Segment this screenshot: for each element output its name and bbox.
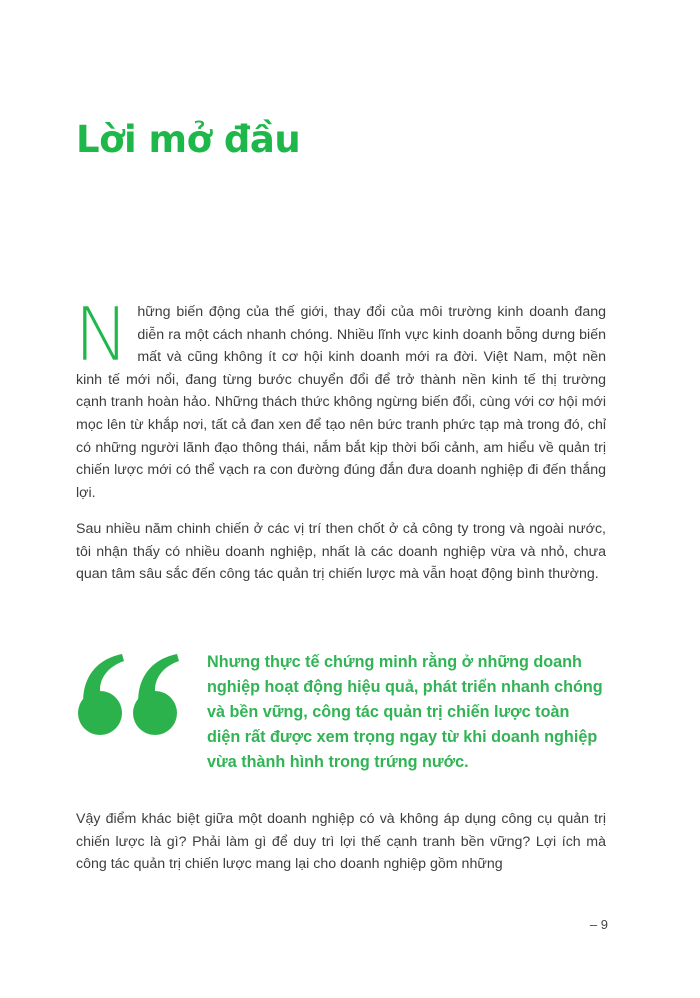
page-number: – 9 [589, 917, 608, 932]
drop-cap: N [74, 292, 130, 378]
second-paragraph: Sau nhiều năm chinh chiến ở các vị trí then chốt ở cả công ty trong và ngoài nước, tôi nhận thấy có nhiều doanh nghiệp, nhất là các doanh nghiệp vừa và nhỏ, chưa quan tâm sâu sắc đến công tác quản trị chiến lược mà vẫn hoạt động bình thường. [76, 521, 606, 583]
intro-paragraph [74, 292, 606, 504]
intro-paragraph-text: hững biến động của thế giới, thay đổi của môi trường kinh doanh đang diễn ra một cách nhanh chóng. Nhiều lĩnh vực kinh doanh bỗng dưng biến mất và cũng không ít cơ hội kinh doanh mới ra đời. Việt Nam, một nền kinh tế mới nổi, đang từng bước chuyển đổi để trở thành nền kinh tế thị trường cạnh tranh hoàn hảo. Những thách thức không ngừng biến đổi, cùng với cơ hội mới mọc lên từ khắp nơi, tất cả đan xen để tạo nên bức tranh phức tạp mà trong đó, chỉ có những người lãnh đạo thông thái, nắm bắt kịp thời bối cảnh, am hiểu về quản trị chiến lược mới có thể vạch ra con đường đúng đắn đưa doanh nghiệp đi đến thắng lợi. [76, 304, 606, 501]
pull-quote: Nhưng thực tế chứng minh rằng ở những doanh nghiệp hoạt động hiệu quả, phát triển nhanh chóng và bền vững, công tác quản trị chiến lược toàn diện rất được xem trọng ngay từ khi doanh nghiệp vừa thành hình trong trứng nước. [207, 653, 603, 771]
third-paragraph: Vậy điểm khác biệt giữa một doanh nghiệp có và không áp dụng công cụ quản trị chiến lược là gì? Phải làm gì để duy trì lợi thế cạnh tranh bền vững? Lợi ích mà công tác quản trị chiến lược mang lại cho doanh nghiệp gồm những [76, 811, 606, 873]
chapter-title: Lời mở đầu [76, 118, 301, 161]
quote-open-icon [76, 650, 186, 738]
